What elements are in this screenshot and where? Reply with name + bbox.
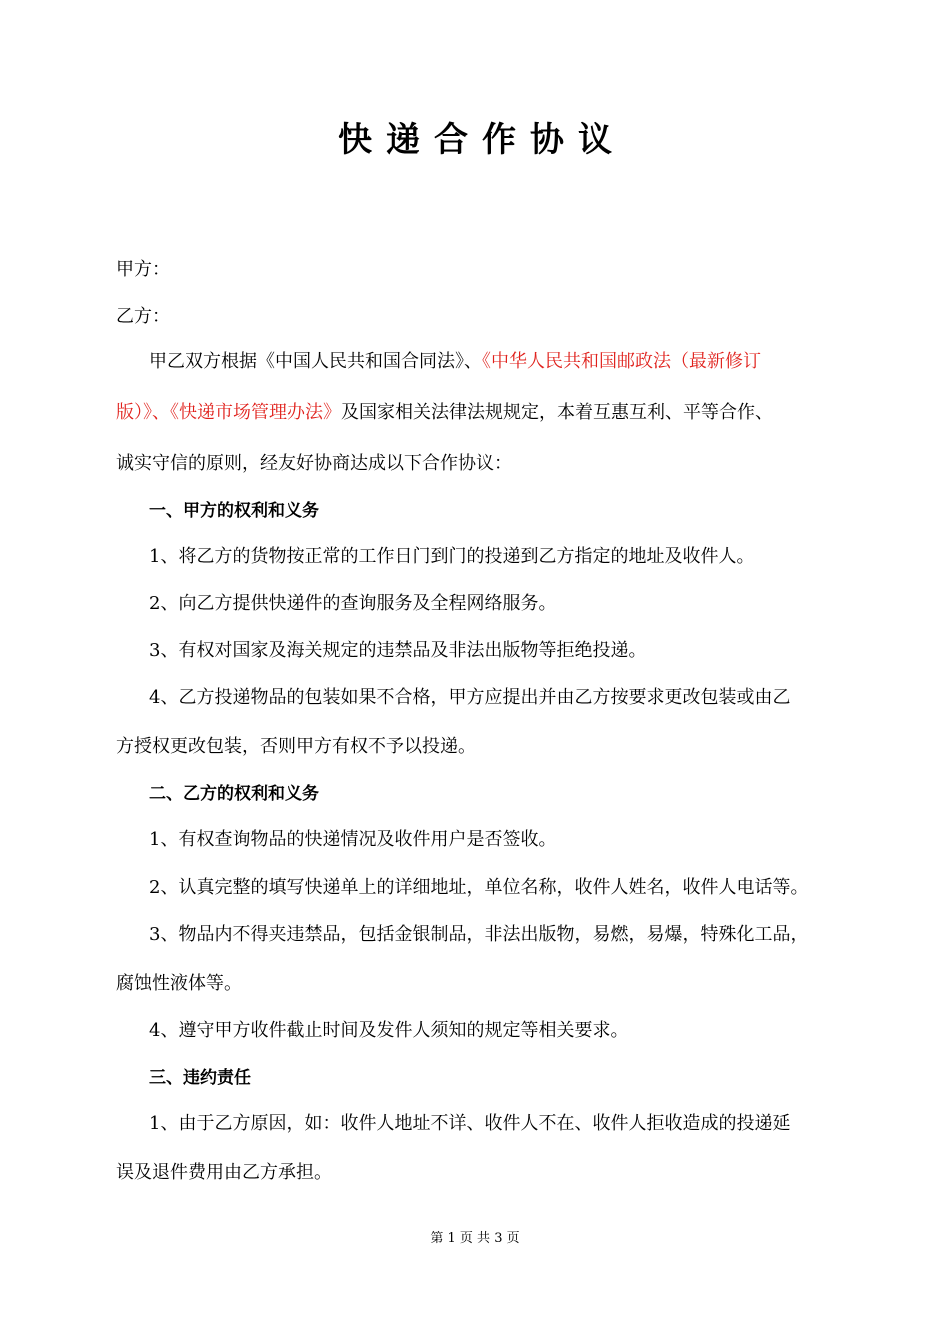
section-2-heading: 二、乙方的权利和义务	[149, 784, 319, 804]
intro-line-3: 诚实守信的原则，经友好协商达成以下合作协议：	[116, 453, 512, 474]
intro-text: 及国家相关法律法规规定，本着互惠互利、平等合作、	[341, 402, 773, 423]
intro-law-reference: 版）》、《快递市场管理办法》	[116, 402, 341, 423]
intro-law-reference: 《中华人民共和国邮政法（最新修订	[482, 351, 761, 372]
section-1-item-4-line-1: 4、乙方投递物品的包装如果不合格，甲方应提出并由乙方按要求更改包装或由乙	[149, 687, 791, 708]
section-2-item-4: 4、遵守甲方收件截止时间及发件人须知的规定等相关要求。	[149, 1020, 629, 1041]
section-3-item-1-line-1: 1、由于乙方原因，如：收件人地址不详、收件人不在、收件人拒收造成的投递延	[149, 1113, 791, 1134]
section-2-item-2: 2、认真完整的填写快递单上的详细地址，单位名称，收件人姓名，收件人电话等。	[149, 877, 809, 898]
section-1-item-1: 1、将乙方的货物按正常的工作日门到门的投递到乙方指定的地址及收件人。	[149, 546, 755, 567]
party-b-label: 乙方：	[116, 306, 170, 327]
section-1-item-2: 2、向乙方提供快递件的查询服务及全程网络服务。	[149, 593, 557, 614]
document-title: 快递合作协议	[338, 120, 626, 160]
section-3-heading: 三、违约责任	[149, 1068, 251, 1088]
intro-line-2	[116, 398, 856, 428]
section-2-item-3-line-2: 腐蚀性液体等。	[116, 973, 242, 994]
party-a-label: 甲方：	[116, 259, 170, 280]
section-3-item-1-line-2: 误及退件费用由乙方承担。	[116, 1162, 332, 1183]
section-2-item-3-line-1: 3、物品内不得夹违禁品，包括金银制品，非法出版物，易燃，易爆，特殊化工品，	[149, 924, 809, 945]
intro-text: 甲乙双方根据《中国人民共和国合同法》、	[149, 351, 482, 372]
section-2-item-1: 1、有权查询物品的快递情况及收件用户是否签收。	[149, 829, 557, 850]
intro-line-1	[149, 347, 889, 377]
section-1-item-3: 3、有权对国家及海关规定的违禁品及非法出版物等拒绝投递。	[149, 640, 647, 661]
page-number-footer: 第 1 页 共 3 页	[430, 1231, 520, 1246]
section-1-heading: 一、甲方的权利和义务	[149, 501, 319, 521]
section-1-item-4-line-2: 方授权更改包装，否则甲方有权不予以投递。	[116, 736, 476, 757]
